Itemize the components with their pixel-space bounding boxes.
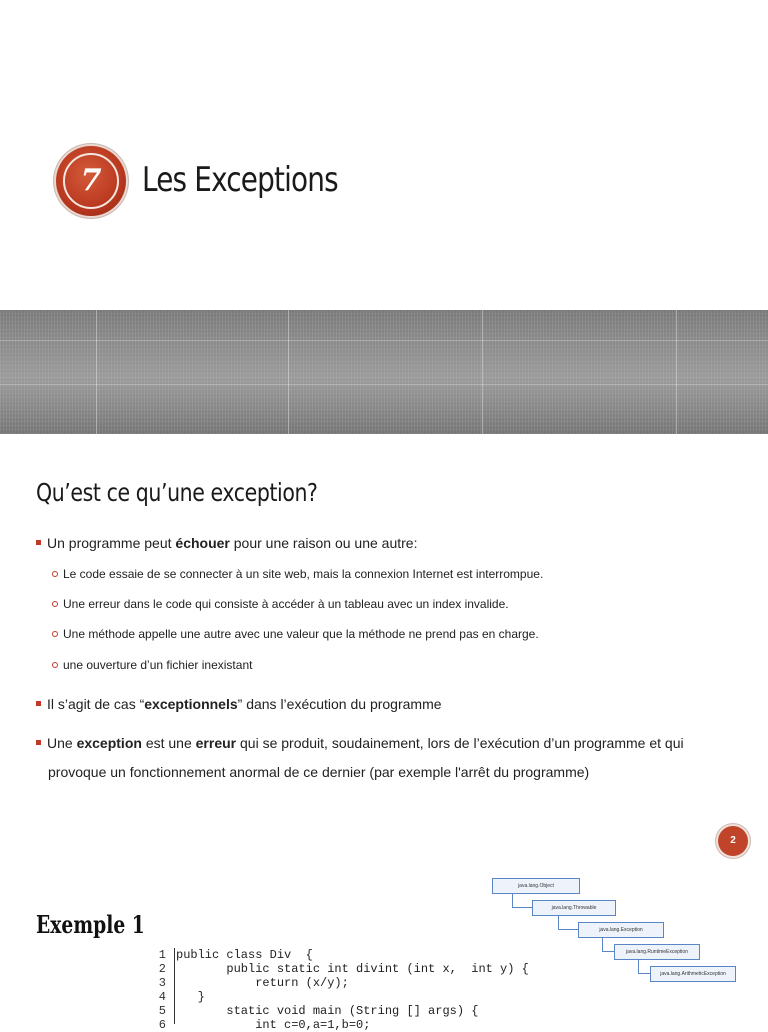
bullet-text: qui se produit, soudainement, lors de l’exécution d’un programme et qui bbox=[236, 735, 684, 751]
sub-text: Une erreur dans le code qui consiste à accéder à un tableau avec un index invalide. bbox=[63, 597, 509, 611]
sub-item bbox=[52, 627, 539, 641]
code-line bbox=[150, 962, 529, 976]
code-text: public class Div { bbox=[176, 948, 313, 962]
hierarchy-connector bbox=[558, 916, 578, 930]
sub-text: Le code essaie de se connecter à un site web, mais la connexion Internet est interrompue. bbox=[63, 567, 544, 581]
code-text: } bbox=[176, 990, 205, 1004]
sub-item bbox=[52, 597, 509, 611]
band-seam bbox=[288, 310, 289, 434]
bullet-item bbox=[36, 735, 684, 751]
band-line bbox=[0, 384, 768, 385]
bullet-marker bbox=[36, 701, 41, 706]
code-line bbox=[150, 1018, 370, 1032]
line-number: 6 bbox=[158, 1018, 166, 1032]
texture-band bbox=[0, 310, 768, 434]
example-heading: Exemple 1 bbox=[36, 910, 145, 939]
section-title: Les Exceptions bbox=[142, 160, 338, 200]
code-line bbox=[150, 948, 313, 962]
bullet-bold: erreur bbox=[195, 735, 237, 751]
bullet-bold: exception bbox=[76, 735, 142, 751]
code-listing bbox=[150, 948, 570, 1032]
code-text: return (x/y); bbox=[176, 976, 349, 990]
bullet-item bbox=[36, 696, 442, 712]
line-number: 5 bbox=[158, 1004, 166, 1018]
bullet-marker bbox=[36, 540, 41, 545]
bullet-bold: échouer bbox=[175, 535, 230, 551]
line-number: 4 bbox=[158, 990, 166, 1004]
sub-item bbox=[52, 658, 252, 672]
title-slide bbox=[0, 0, 768, 434]
bullet-marker bbox=[36, 740, 41, 745]
bullet-text: pour une raison ou une autre: bbox=[229, 535, 418, 551]
code-line bbox=[150, 976, 349, 990]
bullet-continuation: provoque un fonctionnement anormal de ce dernier (par exemple l'arrêt du programme) bbox=[48, 764, 590, 780]
band-line bbox=[0, 340, 768, 341]
section-number: 7 bbox=[80, 163, 102, 198]
bullet-text: Un programme peut bbox=[47, 535, 176, 551]
bullet-text: ” dans l’exécution du programme bbox=[237, 696, 442, 712]
sub-text: une ouverture d’un fichier inexistant bbox=[63, 658, 253, 672]
hierarchy-node: java.lang.Throwable bbox=[532, 900, 616, 916]
hierarchy-connector bbox=[512, 894, 532, 908]
bullet-item bbox=[36, 535, 417, 551]
code-text: static void main (String [] args) { bbox=[176, 1004, 479, 1018]
sub-marker bbox=[52, 571, 58, 577]
page-number: 2 bbox=[730, 835, 736, 846]
hierarchy-connector bbox=[638, 960, 650, 974]
line-number: 1 bbox=[158, 948, 166, 962]
page-number-badge bbox=[718, 826, 748, 856]
bullet-text: Une bbox=[47, 735, 77, 751]
line-number: 2 bbox=[158, 962, 166, 976]
section-number-badge bbox=[56, 146, 126, 216]
sub-marker bbox=[52, 662, 58, 668]
bullet-text: est une bbox=[141, 735, 196, 751]
bullet-text: Il s’agit de cas “ bbox=[47, 696, 145, 712]
code-line bbox=[150, 1004, 478, 1018]
code-text: public static int divint (int x, int y) { bbox=[176, 962, 529, 976]
hierarchy-node: java.lang.Object bbox=[492, 878, 580, 894]
code-text: int c=0,a=1,b=0; bbox=[176, 1018, 371, 1032]
sub-marker bbox=[52, 631, 58, 637]
hierarchy-node: java.lang.RuntimeException bbox=[614, 944, 700, 960]
slide-heading: Qu’est ce qu’une exception? bbox=[36, 478, 318, 507]
hierarchy-node: java.lang.Exception bbox=[578, 922, 664, 938]
band-seam bbox=[676, 310, 677, 434]
sub-marker bbox=[52, 601, 58, 607]
bullet-bold: exceptionnels bbox=[144, 696, 238, 712]
line-number: 3 bbox=[158, 976, 166, 990]
sub-text: Une méthode appelle une autre avec une valeur que la méthode ne prend pas en charge. bbox=[63, 627, 539, 641]
code-line bbox=[150, 990, 205, 1004]
band-seam bbox=[96, 310, 97, 434]
sub-item bbox=[52, 567, 543, 581]
band-seam bbox=[482, 310, 483, 434]
hierarchy-connector bbox=[602, 938, 614, 952]
hierarchy-node: java.lang.ArithmeticException bbox=[650, 966, 736, 982]
